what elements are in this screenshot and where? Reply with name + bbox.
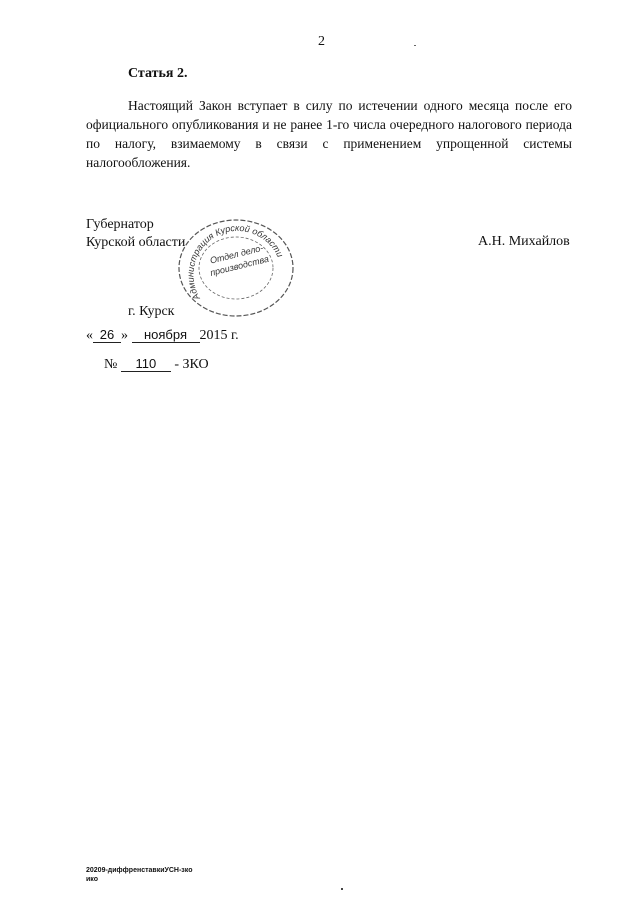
place-of-signing: г. Курск xyxy=(128,304,175,319)
date-close-quote: » xyxy=(121,328,128,343)
date-month: ноября xyxy=(132,327,200,343)
position-line-2: Курской области xyxy=(86,235,186,250)
law-number-suffix: - ЗКО xyxy=(174,357,209,372)
signing-date xyxy=(86,327,239,344)
stamp-inner-text: Отдел делопроизводства xyxy=(208,242,270,278)
footer-line-2: ико xyxy=(86,876,98,883)
page-number: 2 xyxy=(318,34,325,49)
number-sign: № xyxy=(104,357,118,372)
signer-name: А.Н. Михайлов xyxy=(478,234,570,249)
law-number xyxy=(104,356,209,373)
scan-speck xyxy=(414,45,416,46)
date-day: 26 xyxy=(93,327,121,343)
law-number-value: 110 xyxy=(121,356,171,372)
date-open-quote: « xyxy=(86,328,93,343)
scan-speck xyxy=(341,888,343,890)
article-paragraph: Настоящий Закон вступает в силу по истечении одного месяца после его официального опубликования и не ранее 1-го числа очередного налогового периода по налогу, взимаемому в связи с применением упрощенной системы налогообложения. xyxy=(86,98,572,170)
article-body xyxy=(86,96,572,172)
date-year: 2015 г. xyxy=(199,328,239,343)
position-line-1: Губернатор xyxy=(86,217,154,232)
official-stamp xyxy=(166,212,302,318)
file-reference-footer xyxy=(86,866,192,884)
article-title: Статья 2. xyxy=(128,66,188,81)
stamp-outer-text: Администрация Курской области xyxy=(185,222,286,302)
footer-line-1: 20209-диффренставкиУСН-зко xyxy=(86,867,193,874)
